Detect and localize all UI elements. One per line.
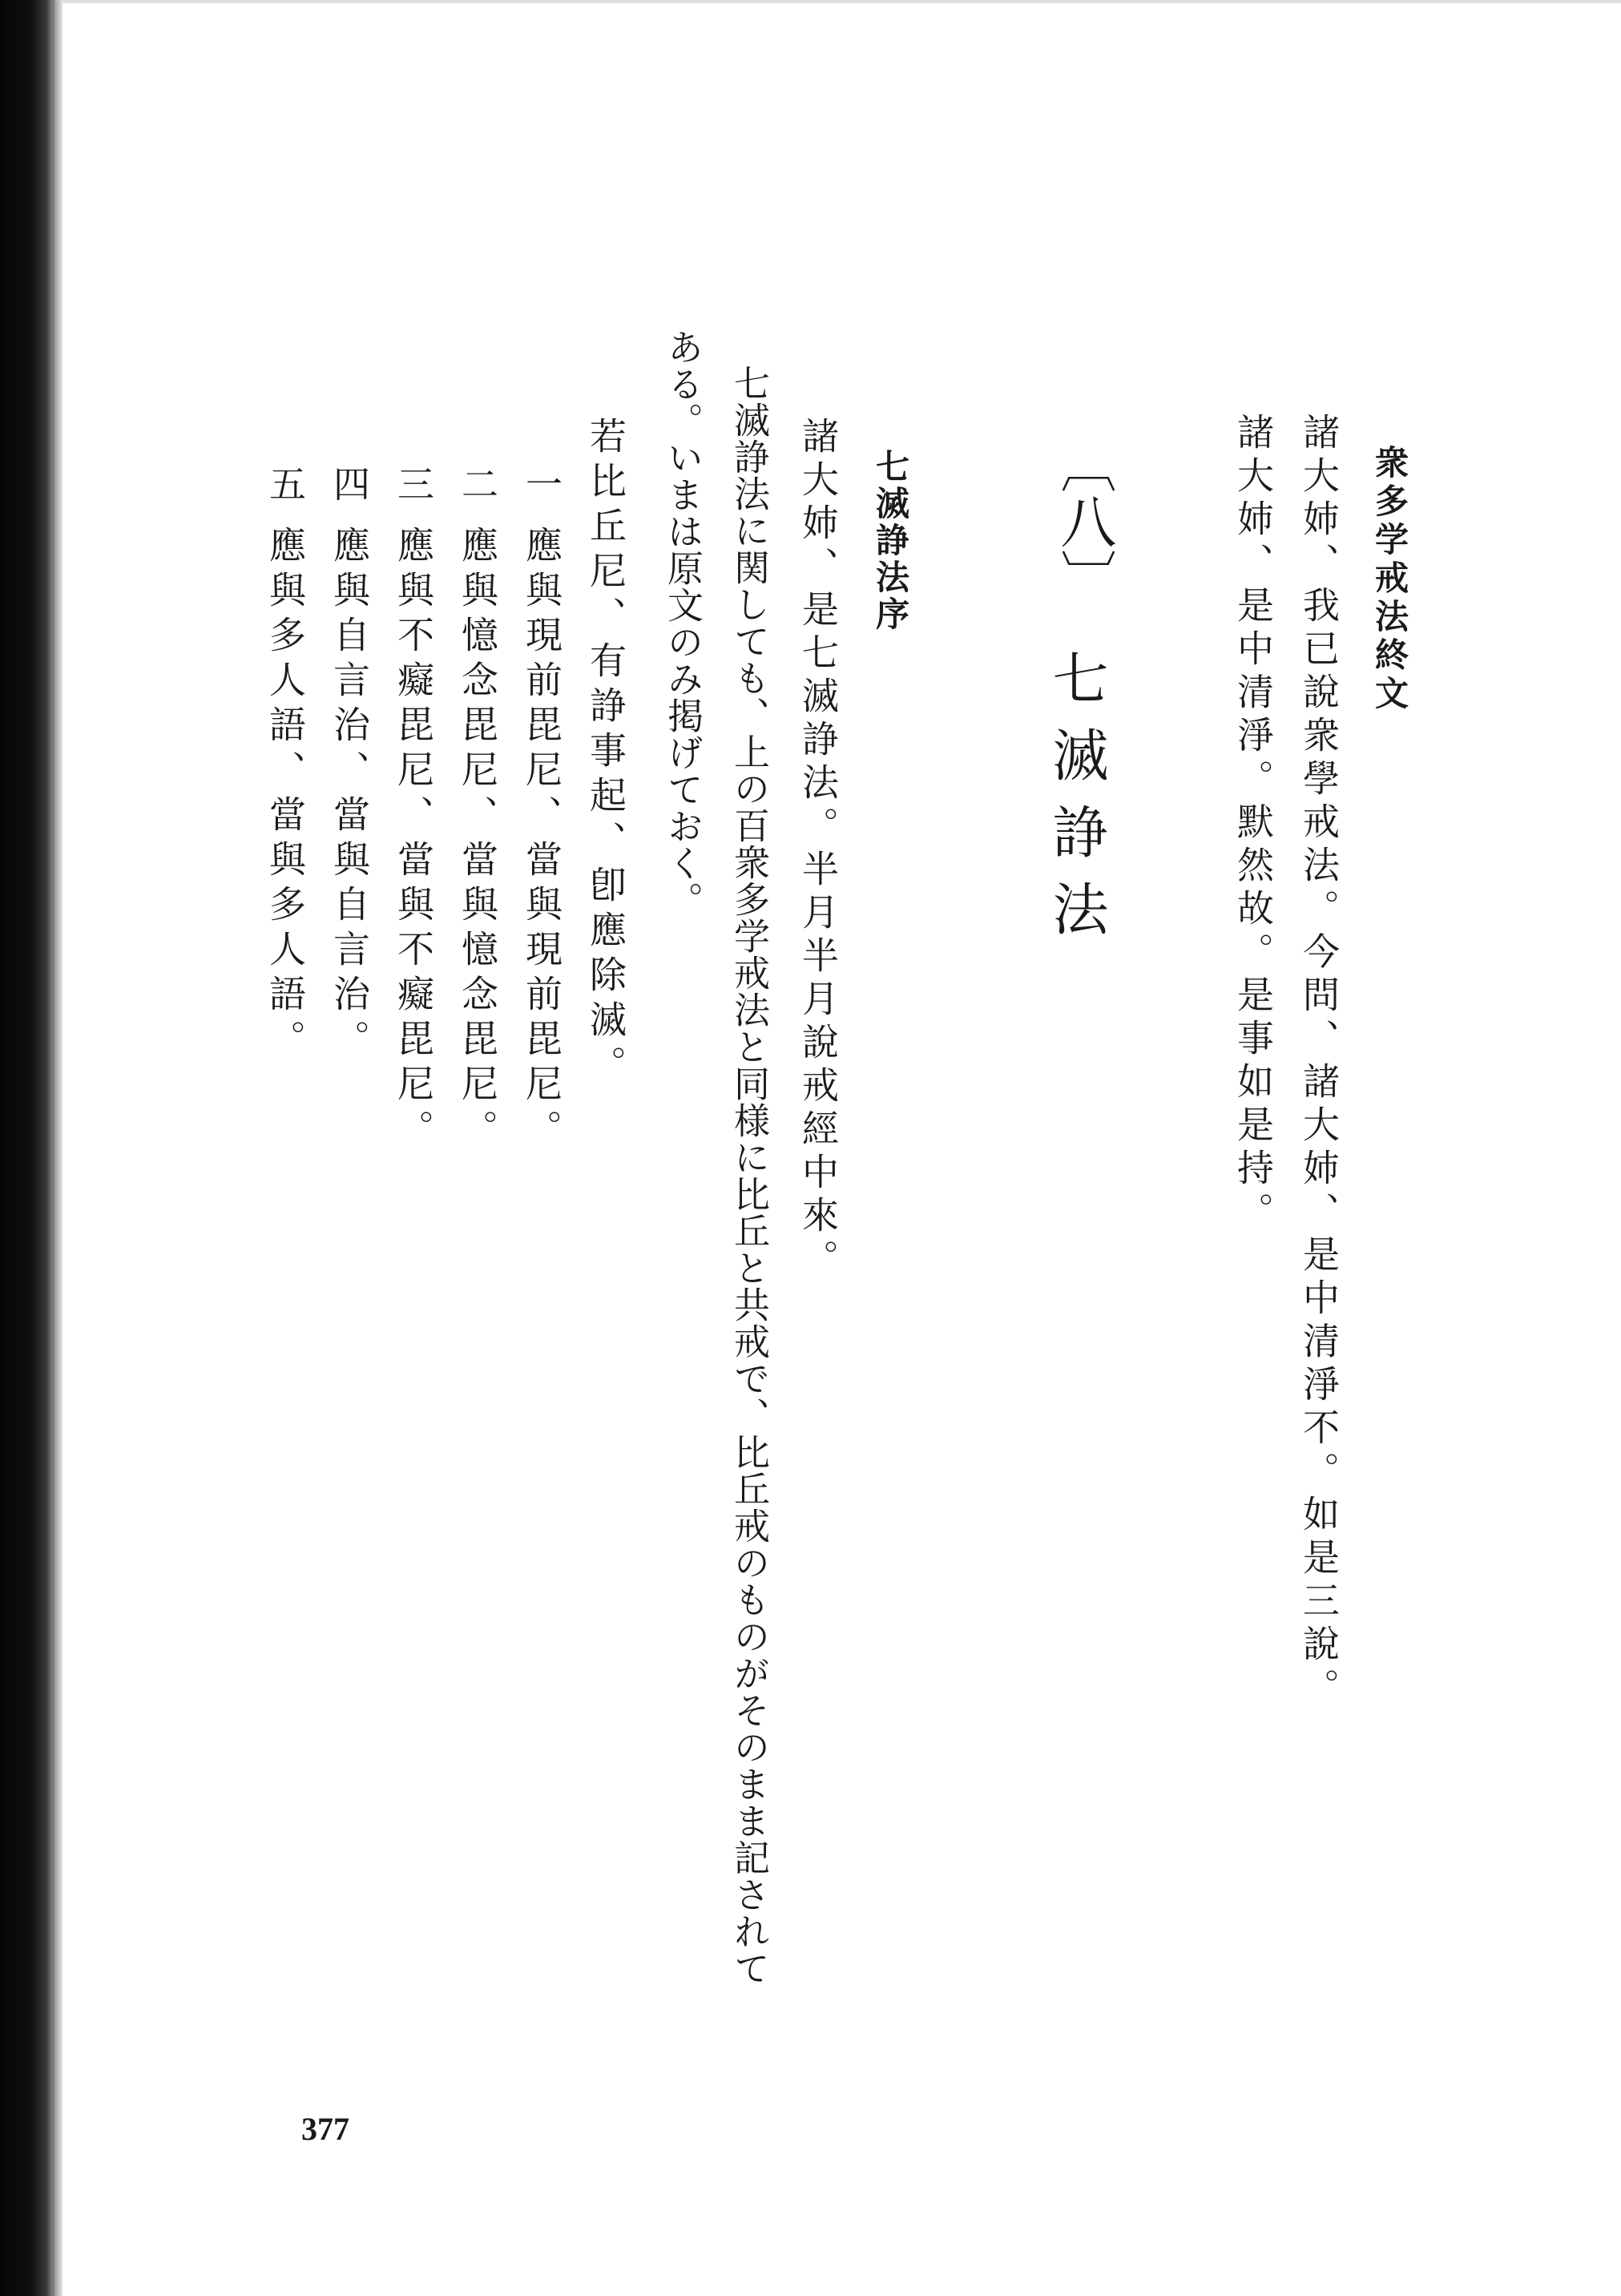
scan-binding-line — [53, 0, 54, 2296]
rule-text: 應與憶念毘尼、當與憶念毘尼。 — [456, 526, 499, 1154]
preface-line: 諸大姉、是七滅諍法。半月半月說戒經中來。 — [796, 417, 840, 1282]
intro-line: 若比丘尼、有諍事起、卽應除滅。 — [584, 417, 627, 1090]
rule-number: 三 — [392, 465, 435, 510]
rule-text: 應與現前毘尼、當與現前毘尼。 — [520, 526, 563, 1154]
rule-item — [328, 465, 371, 1064]
closing-line-2: 諸大姉、是中清淨。默然故。是事如是持。 — [1232, 413, 1275, 1235]
commentary-line-2: ある。いまは原文のみ掲げておく。 — [661, 329, 704, 918]
rule-text: 應與不癡毘尼、當與不癡毘尼。 — [392, 526, 435, 1154]
chapter-title: 七滅諍法 — [1043, 649, 1109, 957]
page-number: 377 — [301, 2111, 349, 2147]
commentary-line-1: 七滅諍法に関しても、上の百衆多学戒法と同様に比丘と共戒で、比丘戒のものがそのまま記されて — [728, 365, 770, 1987]
rule-number: 二 — [456, 465, 499, 510]
rule-item — [456, 465, 499, 1154]
rule-number: 一 — [520, 465, 563, 510]
rule-number: 五 — [264, 465, 307, 510]
scan-top-edge — [63, 0, 1621, 3]
chapter-number: 〔八〕 — [1051, 437, 1117, 605]
section-heading: 衆多学戒法終文 — [1370, 445, 1409, 714]
rule-text: 應與多人語、當與多人語。 — [264, 526, 307, 1064]
rule-number: 四 — [328, 465, 371, 510]
rule-text: 應與自言治、當與自言治。 — [328, 526, 371, 1064]
closing-line-1: 諸大姉、我已說衆學戒法。今問、諸大姉、是中清淨不。如是三說。 — [1297, 413, 1341, 1711]
rule-item — [264, 465, 307, 1064]
rule-item — [392, 465, 435, 1154]
rule-item — [520, 465, 563, 1154]
subsection-heading: 七滅諍法序 — [871, 449, 910, 633]
